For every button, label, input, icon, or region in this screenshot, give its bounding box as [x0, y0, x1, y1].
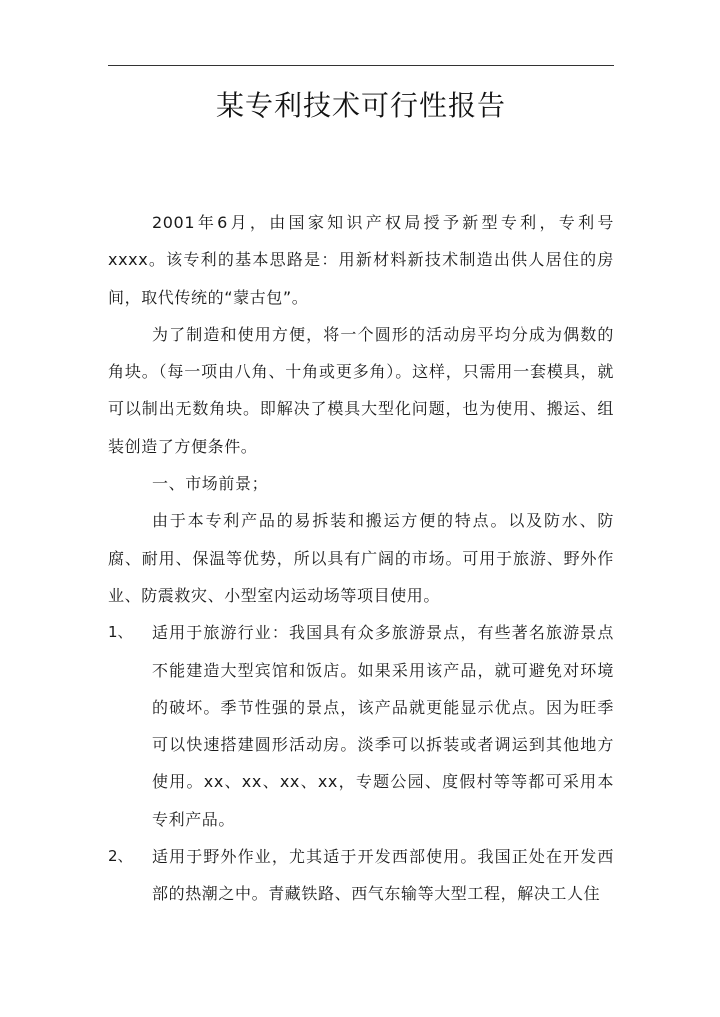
paragraph-market: 由于本专利产品的易拆装和搬运方便的特点。以及防水、防腐、耐用、保温等优势，所以具有广阔的市场。可用于旅游、野外作业、防震救灾、小型室内运动场等项目使用。	[108, 511, 614, 605]
list-text: 适用于旅游行业：我国具有众多旅游景点，有些著名旅游景点不能建造大型宾馆和饭店。如果采用该产品，就可避免对环境的破坏。季节性强的景点，该产品就更能显示优点。因为旺季可以快速搭建圆形活动房。淡季可以拆装或者调运到其他地方使用。xx、xx、xx、xx，专题公园、度假村等等都可采用本专利产品。	[152, 623, 614, 829]
list-text: 适用于野外作业，尤其适于开发西部使用。我国正处在开发西部的热潮之中。青藏铁路、西气东输等大型工程，解决工人住	[152, 847, 614, 904]
list-number: 2、	[108, 847, 133, 866]
header-rule	[108, 65, 614, 66]
paragraph-design: 为了制造和使用方便，将一个圆形的活动房平均分成为偶数的角块。（每一项由八角、十角或更多角）。这样，只需用一套模具，就可以制出无数角块。即解决了模具大型化问题，也为使用、搬运、组装创造了方便条件。	[108, 324, 614, 456]
paragraph-patent-intro: 2001年6月，由国家知识产权局授予新型专利，专利号 xxxx。该专利的基本思路是：用新材料新技术制造出供人居住的房间，取代传统的“蒙古包”。	[108, 213, 614, 307]
list-item-tourism	[108, 614, 614, 838]
list-number: 1、	[108, 623, 133, 642]
list-item-field-work	[108, 838, 614, 913]
document-title: 某专利技术可行性报告	[215, 89, 506, 122]
section-heading-market: 一、市场前景；	[152, 474, 269, 494]
document-body	[108, 204, 614, 913]
